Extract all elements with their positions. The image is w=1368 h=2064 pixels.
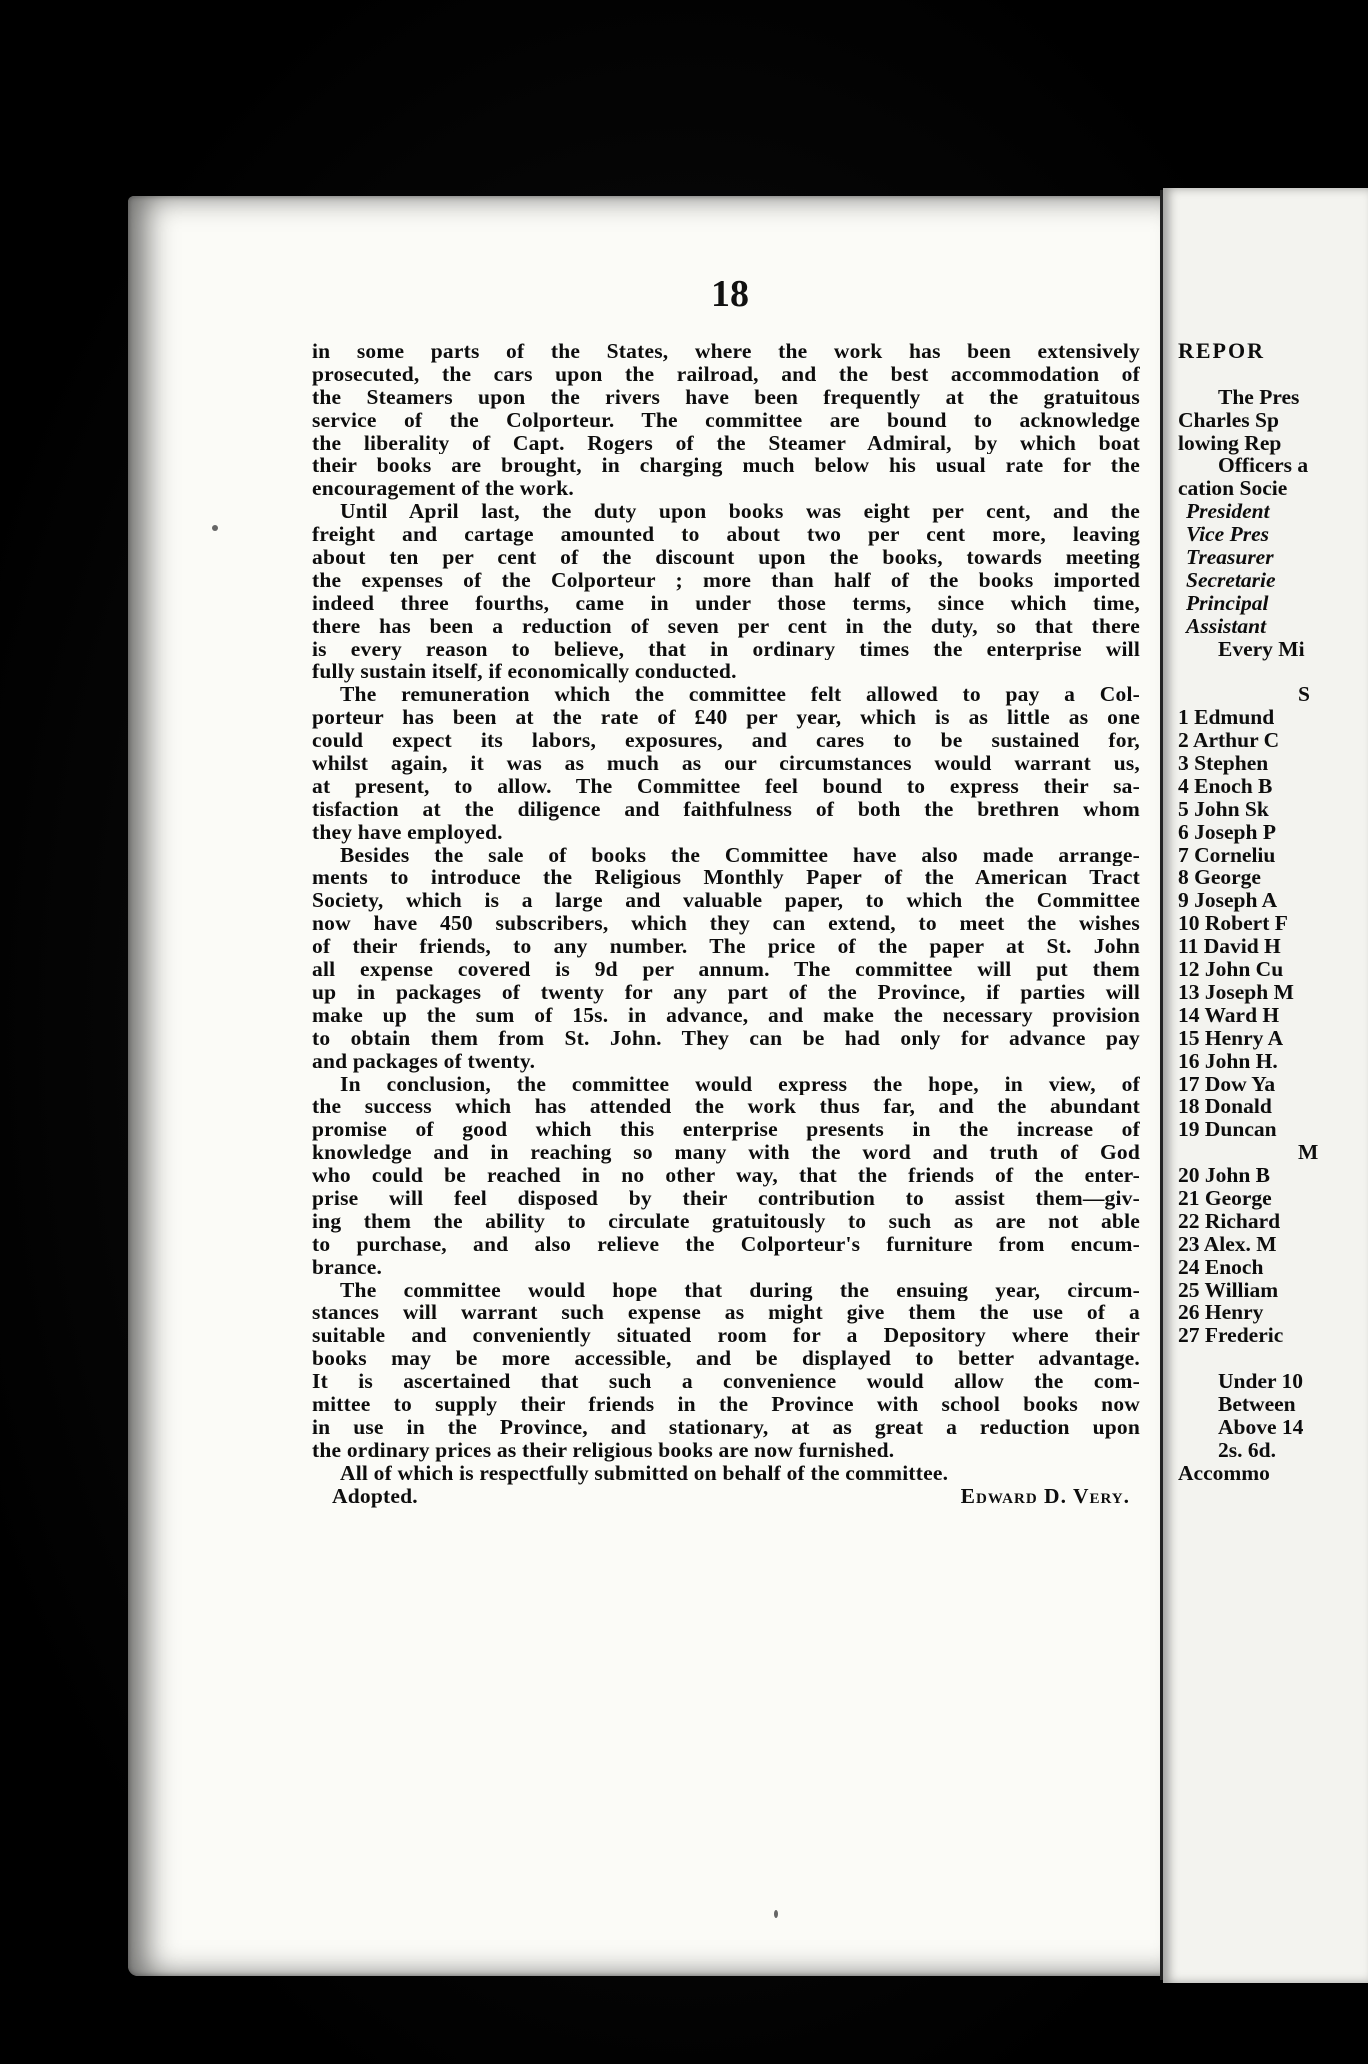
right-page-line: Secretarie: [1186, 567, 1276, 592]
text-line: who could be reached in no other way, that the friends of the enter-: [312, 1164, 1140, 1187]
right-page-line: [1178, 363, 1368, 386]
text-line: The committee would hope that during the ensuing year, circum-: [340, 1278, 1140, 1302]
text-line: Society, which is a large and valuable paper, to which the Committee: [312, 889, 1140, 913]
text-line: there has been a reduction of seven per cent in the duty, so that there: [312, 614, 1140, 638]
text-line: the ordinary prices as their religious books are now furnished.: [312, 1437, 895, 1462]
right-page-line: 11 David H: [1178, 934, 1281, 959]
text-line: of their friends, to any number. The price of the paper at St. John: [312, 935, 1140, 959]
text-line: their books are brought, in charging much below his usual rate for the: [312, 454, 1140, 478]
right-page-line: 26 Henry: [1178, 1300, 1264, 1325]
right-page-line: 15 Henry A: [1178, 1025, 1284, 1050]
text-line: the success which has attended the work thus far, and the abundant: [312, 1095, 1140, 1119]
right-page-line: Vice Pres: [1186, 522, 1269, 547]
adopted-label: Adopted.: [332, 1483, 418, 1508]
right-page-line: 3 Stephen: [1178, 751, 1269, 776]
text-line: mittee to supply their friends in the Province with school books now: [312, 1392, 1140, 1416]
text-line: now have 450 subscribers, which they can extend, to meet the wishes: [312, 912, 1140, 936]
right-page-line: 12 John Cu: [1178, 957, 1284, 982]
text-line: knowledge and in reaching so many with the word and truth of God: [312, 1141, 1140, 1165]
right-page-line: 24 Enoch: [1178, 1254, 1264, 1279]
right-page-line: lowing Rep: [1178, 430, 1282, 455]
text-line: fully sustain itself, if economically conducted.: [312, 659, 737, 684]
text-line: about ten per cent of the discount upon the books, towards meeting: [312, 546, 1140, 569]
text-line: In conclusion, the committee would express the hope, in view, of: [340, 1072, 1140, 1096]
text-line: to obtain them from St. John. They can be had only for advance pay: [312, 1026, 1140, 1050]
text-line: brance.: [312, 1254, 383, 1279]
text-line: make up the sum of 15s. in advance, and make the necessary provision: [312, 1003, 1140, 1027]
right-page-line: 23 Alex. M: [1178, 1231, 1277, 1256]
report-body-text: [312, 340, 1140, 1508]
text-line: service of the Colporteur. The committee are bound to acknowledge: [312, 408, 1140, 432]
ink-speck: [774, 1910, 778, 1918]
right-page-line: 1 Edmund: [1178, 705, 1275, 730]
text-line: in use in the Province, and stationary, at as great a reduction upon: [312, 1415, 1140, 1439]
right-page-line: 14 Ward H: [1178, 1002, 1280, 1027]
text-line: all expense covered is 9d per annum. The committee will put them: [312, 958, 1140, 981]
right-page-line: Charles Sp: [1178, 407, 1279, 432]
text-line: to purchase, and also relieve the Colporteur's furniture from encum-: [312, 1232, 1140, 1256]
right-page-line: 17 Dow Ya: [1178, 1071, 1276, 1096]
right-page-line: 8 George: [1178, 865, 1261, 890]
text-line: suitable and conveniently situated room for a Depository where their: [312, 1324, 1140, 1348]
text-line: Besides the sale of books the Committee have also made arrange-: [340, 843, 1140, 867]
text-line: indeed three fourths, came in under those terms, since which time,: [312, 591, 1140, 615]
page-number: 18: [711, 273, 749, 315]
right-page-line: Assistant: [1186, 613, 1267, 638]
text-line: up in packages of twenty for any part of the Province, if parties will: [312, 980, 1140, 1004]
text-line: ing them the ability to circulate gratuitously to such as are not able: [312, 1209, 1140, 1233]
text-line: porteur has been at the rate of £40 per year, which is as little as one: [312, 706, 1140, 730]
right-page-line: 9 Joseph A: [1178, 888, 1278, 913]
text-line: It is ascertained that such a convenience would allow the com-: [312, 1370, 1140, 1393]
text-line: ments to introduce the Religious Monthly Paper of the American Tract: [312, 866, 1140, 890]
text-line: tisfaction at the diligence and faithfulness of both the brethren whom: [312, 797, 1140, 821]
right-page-line: The Pres: [1218, 384, 1300, 409]
right-page-line: 6 Joseph P: [1178, 819, 1276, 844]
right-page-line: 4 Enoch B: [1178, 773, 1273, 798]
right-page-line: 27 Frederic: [1178, 1323, 1284, 1348]
text-line: they have employed.: [312, 819, 503, 844]
right-page-line: 21 George: [1178, 1185, 1272, 1210]
right-page-line: 10 Robert F: [1178, 911, 1288, 936]
right-page-line: 13 Joseph M: [1178, 979, 1294, 1004]
text-line: at present, to allow. The Committee feel bound to express their sa-: [312, 774, 1140, 798]
right-page-line: Above 14: [1218, 1414, 1304, 1439]
right-page-line: [1178, 1347, 1368, 1370]
text-line: promise of good which this enterprise presents in the increase of: [312, 1118, 1140, 1142]
right-page-line: Between: [1218, 1391, 1296, 1416]
right-page-line: Officers a: [1218, 453, 1309, 478]
right-page-line: Principal: [1186, 590, 1269, 615]
right-page-line: Every Mi: [1218, 636, 1305, 661]
text-line: books may be more accessible, and be displayed to better advantage.: [312, 1347, 1140, 1371]
text-line: The remuneration which the committee felt allowed to pay a Col-: [340, 683, 1140, 707]
text-line: freight and cartage amounted to about two per cent more, leaving: [312, 523, 1140, 547]
right-page-line: 19 Duncan: [1178, 1117, 1277, 1142]
text-line: encouragement of the work.: [312, 476, 574, 501]
text-line: prise will feel disposed by their contribution to assist them—giv-: [312, 1186, 1140, 1210]
right-page-line: M: [1298, 1140, 1319, 1165]
right-page-line: 22 Richard: [1178, 1208, 1281, 1233]
right-page-text: [1178, 340, 1368, 1485]
text-line: whilst again, it was as much as our circumstances would warrant us,: [312, 752, 1140, 775]
text-line: prosecuted, the cars upon the railroad, and the best accommodation of: [312, 362, 1140, 386]
right-page-line: S: [1298, 682, 1310, 707]
right-page-line: Under 10: [1218, 1369, 1304, 1394]
right-page-line: 5 John Sk: [1178, 796, 1269, 821]
text-line: All of which is respectfully submitted on behalf of the committee.: [340, 1460, 949, 1485]
ink-speck: [212, 525, 218, 531]
right-page-line: [1178, 660, 1368, 683]
right-page-line: 2 Arthur C: [1178, 728, 1280, 753]
right-page-line: 2s. 6d.: [1218, 1437, 1276, 1462]
signature-row: [312, 1485, 1140, 1508]
text-line: the Steamers upon the rivers have been frequently at the gratuitous: [312, 385, 1140, 409]
text-line: and packages of twenty.: [312, 1048, 536, 1073]
right-page-line: 25 William: [1178, 1277, 1279, 1302]
right-page-heading: REPOR: [1178, 338, 1265, 363]
right-page-line: 20 John B: [1178, 1163, 1271, 1188]
text-line: the expenses of the Colporteur ; more than half of the books imported: [312, 568, 1140, 592]
text-line: stances will warrant such expense as might give them the use of a: [312, 1301, 1140, 1325]
right-page-line: 7 Corneliu: [1178, 842, 1276, 867]
right-page-line: President: [1186, 499, 1270, 524]
right-page-line: 18 Donald: [1178, 1094, 1272, 1119]
text-line: in some parts of the States, where the work has been extensively: [312, 340, 1140, 363]
text-line: could expect its labors, exposures, and cares to be sustained for,: [312, 729, 1140, 753]
right-page-line: 16 John H.: [1178, 1048, 1278, 1073]
right-page-line: Accommo: [1178, 1460, 1270, 1485]
text-line: Until April last, the duty upon books was eight per cent, and the: [340, 500, 1140, 524]
text-line: the liberality of Capt. Rogers of the Steamer Admiral, by which boat: [312, 431, 1140, 455]
right-page-line: cation Socie: [1178, 476, 1288, 501]
text-line: is every reason to believe, that in ordinary times the enterprise will: [312, 637, 1140, 661]
right-page-line: Treasurer: [1186, 545, 1274, 570]
signatory-name: Edward D. Very.: [960, 1483, 1130, 1508]
